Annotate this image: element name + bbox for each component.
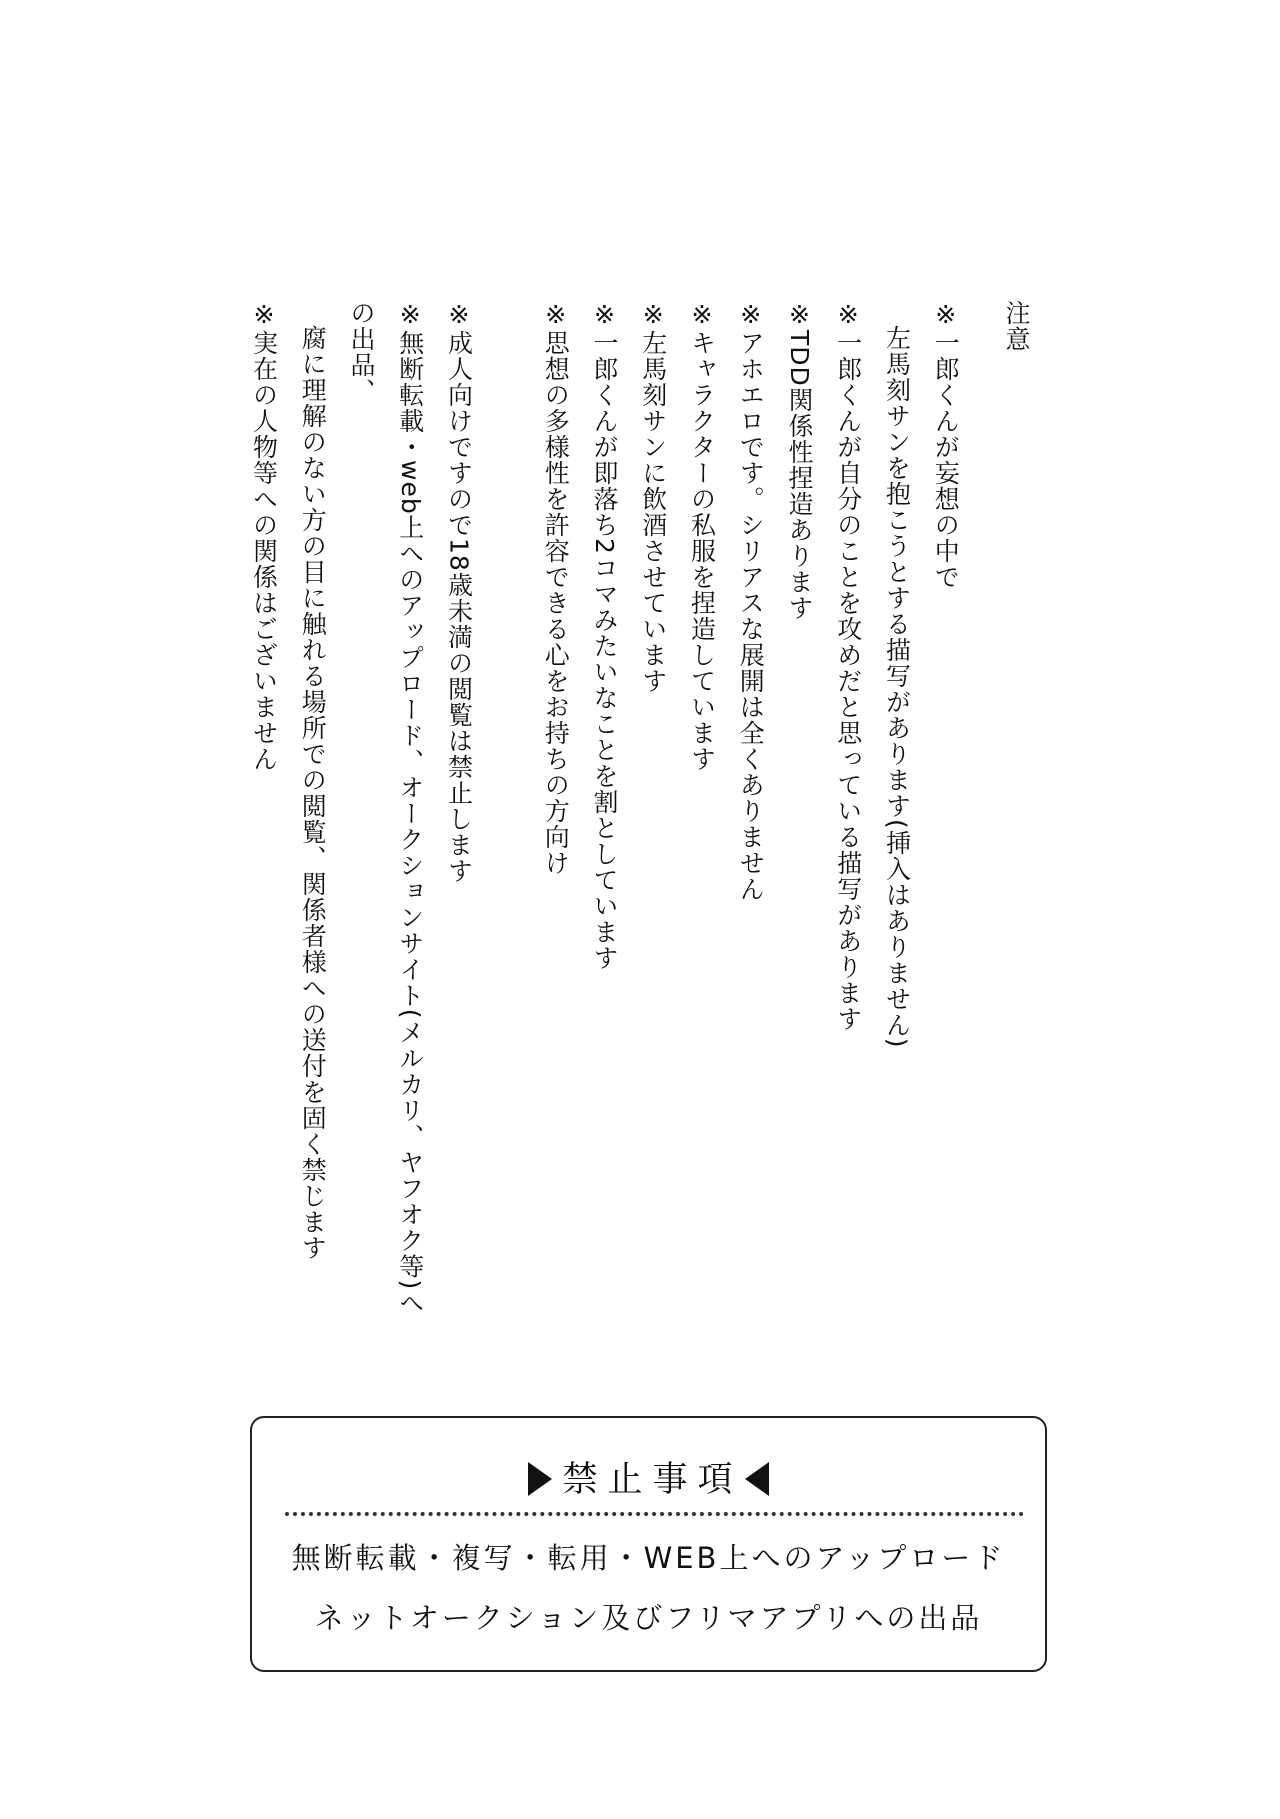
notice-item-line: ※TDD関係性捏造あります (785, 300, 814, 621)
notice-item-line: ※左馬刻サンに飲酒させています (638, 300, 668, 694)
notice-item (531, 300, 580, 1330)
notice-item-line: ※アホエロです。シリアスな展開は全くありません (736, 300, 766, 902)
notice-item-line: ※キャラクターの私服を捏造しています (687, 300, 717, 772)
notice-item-line: 腐に理解のない方の目に触れる場所での閲覧、関係者様への送付を固く禁じます (298, 325, 328, 1261)
notice-item-line: 左馬刻サンを抱こうとする描写があります(挿入はありません) (882, 325, 912, 1049)
notice-item (872, 300, 970, 1330)
triangle-left-icon (745, 1462, 769, 1496)
triangle-right-icon (528, 1462, 552, 1496)
notice-item (823, 300, 872, 1330)
notice-item (288, 300, 434, 1330)
prohibition-box (250, 1416, 1047, 1672)
notice-item (579, 300, 628, 1330)
notice-item-line: ※一郎くんが妄想の中で (931, 300, 961, 590)
prohibition-heading (252, 1452, 1045, 1502)
notice-item-line: ※一郎くんが即落ち2コマみたいなことを割としています (590, 300, 619, 971)
notice-item (434, 300, 483, 1330)
notice-item-line: ※無断転載・web上へのアップロード、オークションサイト(メルカリ、ヤフオク等)への出品、 (347, 300, 425, 1317)
notice-item (726, 300, 775, 1330)
prohibition-heading-text: 禁止事項 (562, 1460, 743, 1500)
notice-block (239, 300, 1040, 1330)
notice-item (677, 300, 726, 1330)
notice-item (239, 300, 288, 1330)
notice-item-line: ※思想の多様性を許容できる心をお持ちの方向け (541, 300, 571, 876)
notice-item-line: ※実在の人物等への関係はございません (249, 300, 279, 772)
dotted-divider (285, 1512, 1024, 1516)
notice-title: 注意 (1002, 300, 1031, 352)
prohibition-line-2: ネットオークション及びフリマアプリへの出品 (314, 1601, 983, 1635)
notice-item-line: ※成人向けですので18歳未満の閲覧は禁止します (444, 300, 474, 884)
notice-item (628, 300, 677, 1330)
prohibition-line-1: 無断転載・複写・転用・WEB上へのアップロード (291, 1541, 1006, 1575)
notice-item (774, 300, 823, 1330)
notice-item-line: ※一郎くんが自分のことを攻めだと思っている描写があります (833, 300, 863, 1032)
